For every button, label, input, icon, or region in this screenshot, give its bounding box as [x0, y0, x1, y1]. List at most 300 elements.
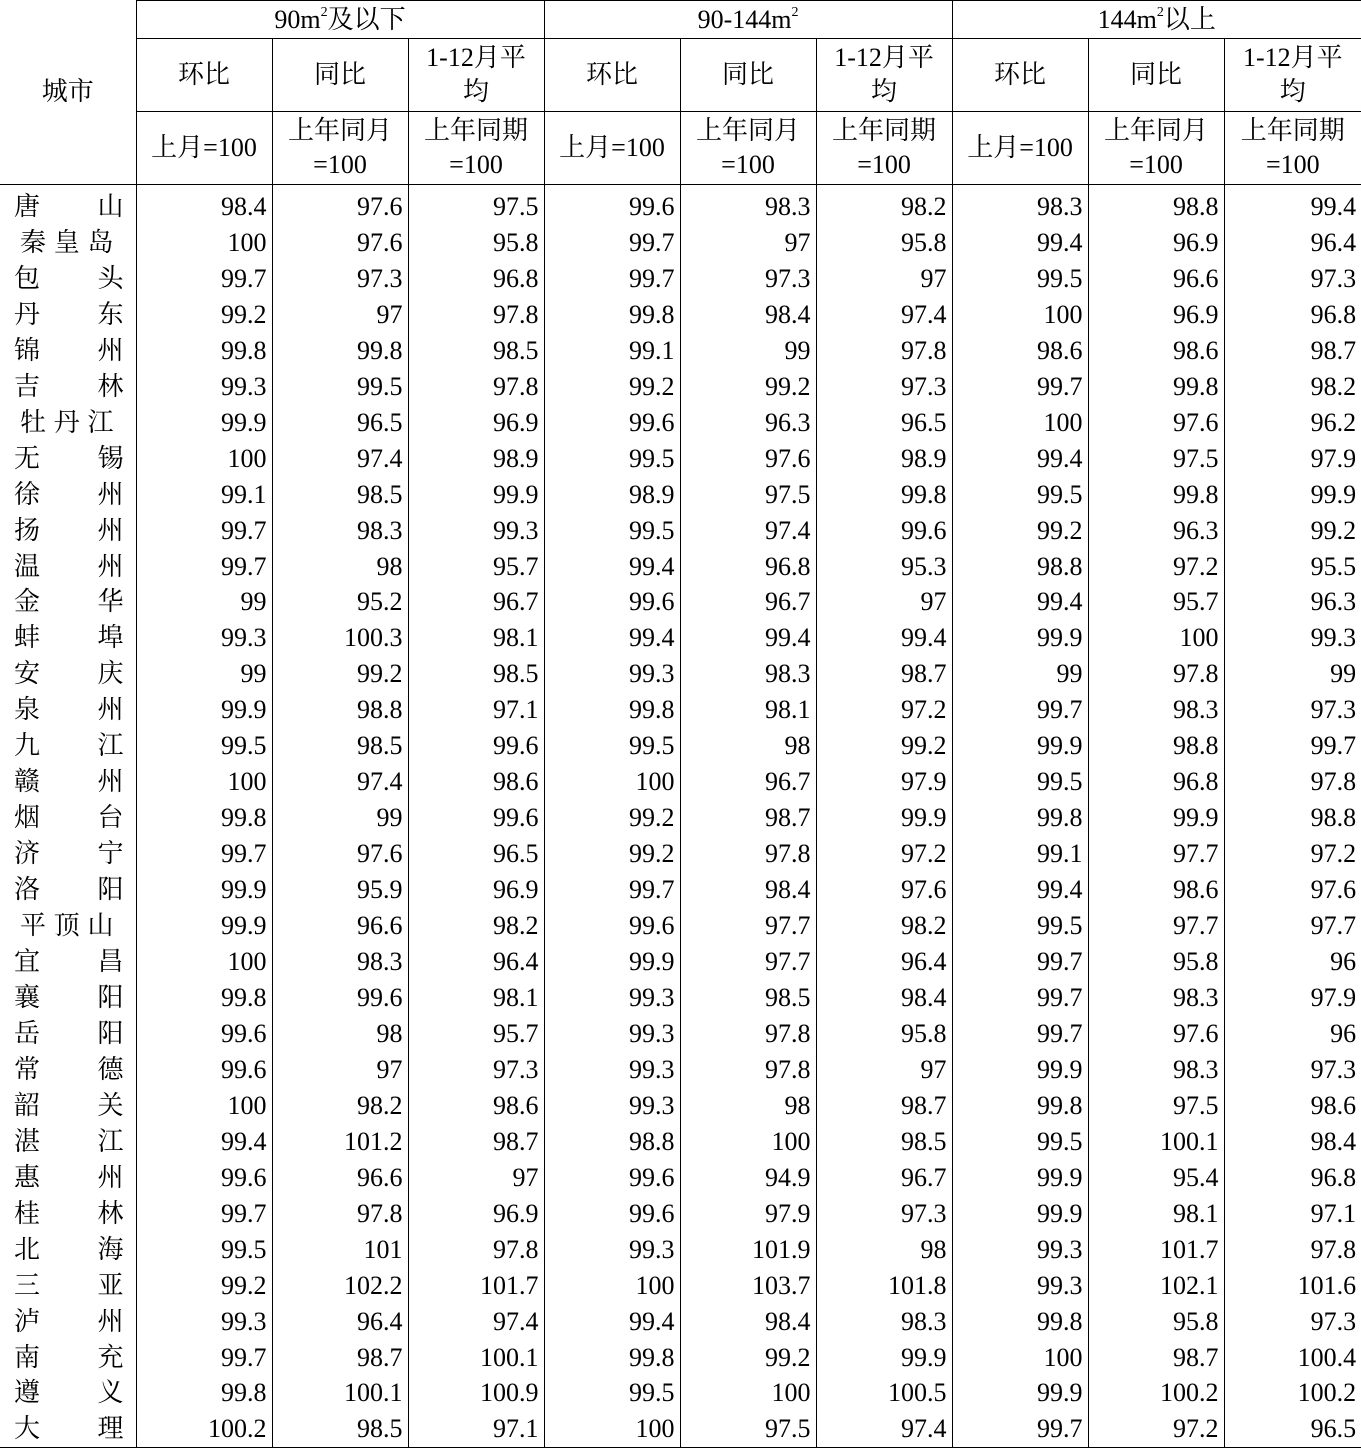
value-cell: 96.4: [1224, 225, 1361, 261]
table-row: [0, 441, 1361, 477]
value-cell: 102.2: [272, 1268, 408, 1304]
value-cell: 99.6: [272, 980, 408, 1016]
value-cell: 96.9: [408, 872, 544, 908]
value-cell: 99.6: [544, 405, 680, 441]
city-char: 惠: [14, 1162, 41, 1192]
city-cell: [0, 1088, 136, 1124]
city-char: 州: [97, 551, 124, 581]
value-cell: 99.7: [136, 836, 272, 872]
city-cell: [0, 872, 136, 908]
table-row: [0, 764, 1361, 800]
city-cell: [0, 836, 136, 872]
value-cell: 99.6: [816, 513, 952, 549]
city-char: 泉: [14, 695, 41, 725]
city-cell: [0, 1375, 136, 1411]
value-cell: 96.7: [680, 584, 816, 620]
value-cell: 100.1: [1088, 1124, 1224, 1160]
value-cell: 99.3: [136, 1304, 272, 1340]
value-cell: 100: [136, 944, 272, 980]
value-cell: 99.6: [408, 800, 544, 836]
value-cell: 99: [136, 584, 272, 620]
value-cell: 99.2: [544, 369, 680, 405]
value-cell: 95.3: [816, 549, 952, 585]
value-cell: 99.5: [136, 1232, 272, 1268]
value-cell: 97.8: [272, 1196, 408, 1232]
value-cell: 99.7: [1224, 728, 1361, 764]
value-cell: 97.6: [816, 872, 952, 908]
value-cell: 97.8: [680, 836, 816, 872]
city-cell: [0, 1340, 136, 1376]
value-cell: 96.8: [408, 261, 544, 297]
value-cell: 97.4: [272, 441, 408, 477]
value-cell: 96.6: [1088, 261, 1224, 297]
table-row: [0, 369, 1361, 405]
city-cell: [0, 549, 136, 585]
city-cell: [0, 1016, 136, 1052]
subheader-cell: 环比: [544, 39, 680, 112]
city-char: 徐: [14, 479, 41, 509]
value-cell: 98.2: [816, 908, 952, 944]
base-header-cell: 上年同月=100: [272, 112, 408, 185]
value-cell: 101.2: [272, 1124, 408, 1160]
value-cell: 100: [952, 1340, 1088, 1376]
value-cell: 99.4: [952, 441, 1088, 477]
value-cell: 99.9: [816, 800, 952, 836]
value-cell: 96.9: [408, 1196, 544, 1232]
city-char: 遵: [14, 1378, 41, 1408]
value-cell: 98.9: [544, 477, 680, 513]
value-cell: 97.6: [1088, 1016, 1224, 1052]
value-cell: 100: [544, 764, 680, 800]
value-cell: 97.2: [1224, 836, 1361, 872]
value-cell: 98.5: [680, 980, 816, 1016]
city-char: 常: [14, 1054, 41, 1084]
value-cell: 99.3: [136, 620, 272, 656]
value-cell: 98.7: [1224, 333, 1361, 369]
value-cell: 99.7: [136, 1340, 272, 1376]
value-cell: 99.7: [952, 692, 1088, 728]
value-cell: 97.5: [680, 1411, 816, 1447]
value-cell: 99.1: [952, 836, 1088, 872]
value-cell: 100: [952, 297, 1088, 333]
value-cell: 99.1: [544, 333, 680, 369]
table-row: [0, 908, 1361, 944]
value-cell: 99.3: [544, 980, 680, 1016]
value-cell: 99.6: [544, 584, 680, 620]
city-char: 安: [14, 659, 41, 689]
value-cell: 96.8: [1224, 297, 1361, 333]
value-cell: 99.2: [136, 297, 272, 333]
value-cell: 99.5: [544, 728, 680, 764]
city-cell: [0, 441, 136, 477]
value-cell: 95.2: [272, 584, 408, 620]
value-cell: 97.9: [680, 1196, 816, 1232]
city-char: 义: [97, 1378, 124, 1408]
city-char: 泸: [14, 1306, 41, 1336]
value-cell: 98.2: [272, 1088, 408, 1124]
value-cell: 98.3: [680, 656, 816, 692]
value-cell: 98.1: [408, 980, 544, 1016]
value-cell: 99.8: [1088, 369, 1224, 405]
value-cell: 99.9: [952, 728, 1088, 764]
city-cell: [0, 1160, 136, 1196]
city-char: 东: [97, 299, 124, 329]
value-cell: 97.8: [680, 1016, 816, 1052]
value-cell: 97.3: [816, 369, 952, 405]
city-char: 州: [97, 479, 124, 509]
value-cell: 98.8: [272, 692, 408, 728]
value-cell: 97.8: [680, 1052, 816, 1088]
value-cell: 98.6: [1224, 1088, 1361, 1124]
value-cell: 98.7: [680, 800, 816, 836]
city-char: 林: [97, 371, 124, 401]
value-cell: 96.4: [408, 944, 544, 980]
value-cell: 98.2: [408, 908, 544, 944]
value-cell: 95.7: [408, 1016, 544, 1052]
value-cell: 96.5: [816, 405, 952, 441]
city-char: 华: [97, 587, 124, 617]
city-cell: [0, 297, 136, 333]
value-cell: 99: [680, 333, 816, 369]
value-cell: 98.4: [816, 980, 952, 1016]
value-cell: 99.7: [952, 980, 1088, 1016]
city-char: 州: [97, 515, 124, 545]
value-cell: 98.3: [272, 944, 408, 980]
value-cell: 98.7: [272, 1340, 408, 1376]
value-cell: 98.6: [1088, 333, 1224, 369]
table-row: [0, 800, 1361, 836]
value-cell: 99.6: [544, 185, 680, 225]
city-char: 台: [97, 803, 124, 833]
city-char: 无: [14, 443, 41, 473]
value-cell: 98: [680, 1088, 816, 1124]
city-cell: [0, 1268, 136, 1304]
city-char: 亚: [97, 1270, 124, 1300]
value-cell: 98.8: [1088, 728, 1224, 764]
value-cell: 100: [680, 1375, 816, 1411]
subheader-cell: 环比: [952, 39, 1088, 112]
table-row: [0, 584, 1361, 620]
value-cell: 97.3: [408, 1052, 544, 1088]
city-cell: [0, 261, 136, 297]
value-cell: 98.4: [680, 1304, 816, 1340]
value-cell: 97: [272, 1052, 408, 1088]
value-cell: 99.2: [816, 728, 952, 764]
table-row: [0, 1124, 1361, 1160]
value-cell: 95.8: [816, 1016, 952, 1052]
value-cell: 95.7: [408, 549, 544, 585]
value-cell: 97.5: [1088, 1088, 1224, 1124]
city-char: 扬: [14, 515, 41, 545]
value-cell: 99.2: [272, 656, 408, 692]
value-cell: 96.3: [680, 405, 816, 441]
value-cell: 99.3: [136, 369, 272, 405]
table-row: [0, 728, 1361, 764]
base-header-cell: 上月=100: [544, 112, 680, 185]
city-char: 德: [97, 1054, 124, 1084]
value-cell: 98.5: [816, 1124, 952, 1160]
city-char: 阳: [97, 982, 124, 1012]
table-row: [0, 1196, 1361, 1232]
city-cell: [0, 1052, 136, 1088]
city-cell: [0, 477, 136, 513]
group-header: [136, 1, 544, 39]
city-char: 北: [14, 1234, 41, 1264]
value-cell: 99.7: [544, 872, 680, 908]
base-header-cell: 上月=100: [952, 112, 1088, 185]
value-cell: 97.4: [816, 1411, 952, 1447]
city-cell: [0, 369, 136, 405]
value-cell: 97.7: [1088, 908, 1224, 944]
value-cell: 99: [952, 656, 1088, 692]
base-header-cell: 上月=100: [136, 112, 272, 185]
value-cell: 99.2: [544, 836, 680, 872]
value-cell: 100: [136, 1088, 272, 1124]
city-cell: [0, 1411, 136, 1447]
value-cell: 97.4: [408, 1304, 544, 1340]
city-char: 埠: [97, 623, 124, 653]
subheader-cell: 环比: [136, 39, 272, 112]
table-row: [0, 261, 1361, 297]
value-cell: 99.8: [136, 980, 272, 1016]
value-cell: 99.8: [136, 800, 272, 836]
value-cell: 97.5: [1088, 441, 1224, 477]
value-cell: 95.9: [272, 872, 408, 908]
group-sup: 2: [791, 4, 799, 20]
value-cell: 99.5: [544, 513, 680, 549]
city-char: 宁: [97, 839, 124, 869]
city-char: 州: [97, 335, 124, 365]
table-body: [0, 185, 1361, 1448]
city-cell: [0, 620, 136, 656]
city-char: 关: [97, 1090, 124, 1120]
value-cell: 99: [136, 656, 272, 692]
value-cell: 98.8: [544, 1124, 680, 1160]
table-row: [0, 1088, 1361, 1124]
value-cell: 98.5: [408, 656, 544, 692]
value-cell: 98.5: [272, 728, 408, 764]
value-cell: 99.3: [408, 513, 544, 549]
value-cell: 96.4: [272, 1304, 408, 1340]
subheader-cell: 同比: [1088, 39, 1224, 112]
value-cell: 96.3: [1224, 584, 1361, 620]
value-cell: 98.3: [680, 185, 816, 225]
city-char: 山: [87, 911, 114, 941]
group-sup: 2: [1156, 4, 1164, 20]
value-cell: 99.2: [680, 1340, 816, 1376]
value-cell: 97.6: [272, 225, 408, 261]
city-cell: [0, 1124, 136, 1160]
value-cell: 95.8: [1088, 944, 1224, 980]
value-cell: 99.9: [136, 692, 272, 728]
value-cell: 99.9: [136, 908, 272, 944]
value-cell: 97.8: [816, 333, 952, 369]
city-char: 蚌: [14, 623, 41, 653]
city-char: 丹: [14, 299, 41, 329]
value-cell: 96.5: [272, 405, 408, 441]
table-row: [0, 1160, 1361, 1196]
table-header: [0, 1, 1361, 185]
city-cell: [0, 728, 136, 764]
value-cell: 99.4: [952, 225, 1088, 261]
value-cell: 97.9: [1224, 980, 1361, 1016]
table-row: [0, 944, 1361, 980]
city-char: 湛: [14, 1126, 41, 1156]
value-cell: 98: [680, 728, 816, 764]
city-char: 桂: [14, 1198, 41, 1228]
subheader-cell: 同比: [680, 39, 816, 112]
table-row: [0, 1268, 1361, 1304]
value-cell: 97.2: [1088, 1411, 1224, 1447]
value-cell: 97.9: [1224, 441, 1361, 477]
value-cell: 97.3: [816, 1196, 952, 1232]
value-cell: 100.1: [272, 1375, 408, 1411]
value-cell: 98.6: [1088, 872, 1224, 908]
value-cell: 98.4: [680, 297, 816, 333]
value-cell: 99.3: [544, 1088, 680, 1124]
value-cell: 99.6: [136, 1052, 272, 1088]
value-cell: 96.7: [680, 764, 816, 800]
value-cell: 99.8: [544, 692, 680, 728]
value-cell: 95.4: [1088, 1160, 1224, 1196]
city-char: 山: [97, 192, 124, 221]
value-cell: 100.9: [408, 1375, 544, 1411]
value-cell: 98.4: [680, 872, 816, 908]
value-cell: 97.3: [272, 261, 408, 297]
table-row: [0, 980, 1361, 1016]
value-cell: 98.6: [408, 1088, 544, 1124]
city-char: 唐: [14, 192, 41, 221]
value-cell: 99.4: [544, 1304, 680, 1340]
value-cell: 97.2: [1088, 549, 1224, 585]
value-cell: 100: [680, 1124, 816, 1160]
base-header-cell: 上年同期=100: [1224, 112, 1361, 185]
value-cell: 97.3: [1224, 261, 1361, 297]
city-cell: [0, 800, 136, 836]
value-cell: 97: [680, 225, 816, 261]
value-cell: 97.4: [680, 513, 816, 549]
city-char: 阳: [97, 1018, 124, 1048]
value-cell: 97.5: [680, 477, 816, 513]
value-cell: 98.3: [1088, 980, 1224, 1016]
table-row: [0, 1411, 1361, 1447]
city-char: 三: [14, 1270, 41, 1300]
value-cell: 98.3: [1088, 1052, 1224, 1088]
value-cell: 96.6: [272, 908, 408, 944]
city-char: 九: [14, 731, 41, 761]
value-cell: 95.8: [1088, 1304, 1224, 1340]
value-cell: 99.9: [544, 944, 680, 980]
city-char: 韶: [14, 1090, 41, 1120]
table-row: [0, 333, 1361, 369]
value-cell: 98.1: [1088, 1196, 1224, 1232]
city-char: 江: [87, 407, 114, 437]
city-cell: [0, 908, 136, 944]
city-char: 大: [14, 1414, 41, 1444]
city-char: 州: [97, 695, 124, 725]
city-column-header: 城市: [0, 1, 136, 185]
value-cell: 100: [136, 441, 272, 477]
value-cell: 99.8: [136, 333, 272, 369]
city-char: 锦: [14, 335, 41, 365]
city-char: 温: [14, 551, 41, 581]
city-cell: [0, 1304, 136, 1340]
value-cell: 99.9: [1088, 800, 1224, 836]
value-cell: 99.5: [952, 908, 1088, 944]
value-cell: 99.6: [136, 1016, 272, 1052]
value-cell: 99.4: [544, 620, 680, 656]
value-cell: 95.8: [408, 225, 544, 261]
value-cell: 98.8: [1088, 185, 1224, 225]
value-cell: 99.7: [952, 1411, 1088, 1447]
value-cell: 99.6: [408, 728, 544, 764]
value-cell: 99.5: [136, 728, 272, 764]
value-cell: 98: [272, 1016, 408, 1052]
value-cell: 95.5: [1224, 549, 1361, 585]
value-cell: 97.9: [816, 764, 952, 800]
value-cell: 96.4: [816, 944, 952, 980]
value-cell: 99.6: [544, 1196, 680, 1232]
value-cell: 99.5: [544, 441, 680, 477]
city-cell: [0, 1232, 136, 1268]
value-cell: 99.3: [952, 1268, 1088, 1304]
value-cell: 99.2: [136, 1268, 272, 1304]
table-row: [0, 1016, 1361, 1052]
value-cell: 100.3: [272, 620, 408, 656]
value-cell: 98.5: [408, 333, 544, 369]
value-cell: 99: [272, 800, 408, 836]
value-cell: 97: [816, 261, 952, 297]
value-cell: 97.5: [408, 185, 544, 225]
value-cell: 98.4: [1224, 1124, 1361, 1160]
value-cell: 98.7: [816, 656, 952, 692]
value-cell: 98.9: [408, 441, 544, 477]
table-row: [0, 225, 1361, 261]
value-cell: 98.2: [816, 185, 952, 225]
city-char: 昌: [97, 947, 124, 977]
value-cell: 98.7: [408, 1124, 544, 1160]
value-cell: 99.6: [136, 1160, 272, 1196]
value-cell: 96.3: [1088, 513, 1224, 549]
value-cell: 98.1: [408, 620, 544, 656]
value-cell: 97: [816, 584, 952, 620]
subheader-cell: 1-12月平均: [1224, 39, 1361, 112]
value-cell: 96: [1224, 1016, 1361, 1052]
value-cell: 100.2: [1088, 1375, 1224, 1411]
city-char: 金: [14, 587, 41, 617]
group-label-suffix: 及以下: [327, 4, 406, 34]
value-cell: 99.8: [1088, 477, 1224, 513]
city-char: 秦: [20, 227, 47, 257]
city-cell: [0, 225, 136, 261]
city-cell: [0, 513, 136, 549]
value-cell: 96.9: [1088, 225, 1224, 261]
value-cell: 99.5: [272, 369, 408, 405]
value-cell: 99.2: [952, 513, 1088, 549]
city-char: 丹: [53, 407, 80, 437]
city-char: 州: [97, 767, 124, 797]
city-cell: [0, 980, 136, 1016]
value-cell: 99.5: [952, 1124, 1088, 1160]
table-row: [0, 1232, 1361, 1268]
city-char: 庆: [97, 659, 124, 689]
city-char: 平: [20, 911, 47, 941]
value-cell: 97.6: [272, 836, 408, 872]
base-header-cell: 上年同月=100: [680, 112, 816, 185]
value-cell: 95.8: [816, 225, 952, 261]
city-char: 充: [97, 1342, 124, 1372]
value-cell: 99.7: [136, 513, 272, 549]
